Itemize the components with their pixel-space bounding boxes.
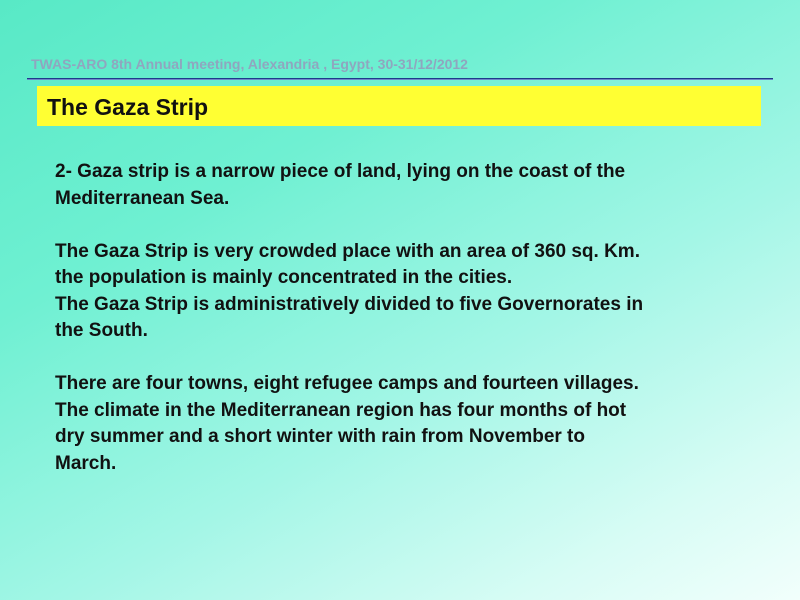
body-line: the population is mainly concentrated in the cities. [55, 267, 513, 288]
body-line: 2- Gaza strip is a narrow piece of land, lying on the coast of the [55, 161, 626, 182]
body-line: There are four towns, eight refugee camps and fourteen villages. [55, 373, 639, 394]
header-divider [27, 78, 773, 80]
slide-body [55, 159, 760, 477]
body-line: the South. [55, 320, 148, 341]
slide-title: The Gaza Strip [47, 94, 209, 120]
paragraph-spacer [55, 212, 760, 239]
paragraph-spacer [55, 345, 760, 372]
body-line: Mediterranean Sea. [55, 187, 230, 209]
body-line: dry summer and a short winter with rain from November to [55, 426, 585, 447]
body-line: March. [55, 452, 117, 474]
body-line: The Gaza Strip is very crowded place with an area of 360 sq. Km. [55, 240, 640, 262]
meeting-header: TWAS-ARO 8th Annual meeting, Alexandria , Egypt, 30-31/12/2012 [31, 56, 468, 72]
title-banner [37, 86, 761, 126]
body-line: The Gaza Strip is administratively divided to five Governorates in [55, 293, 644, 315]
body-line: The climate in the Mediterranean region has four months of hot [55, 399, 627, 421]
